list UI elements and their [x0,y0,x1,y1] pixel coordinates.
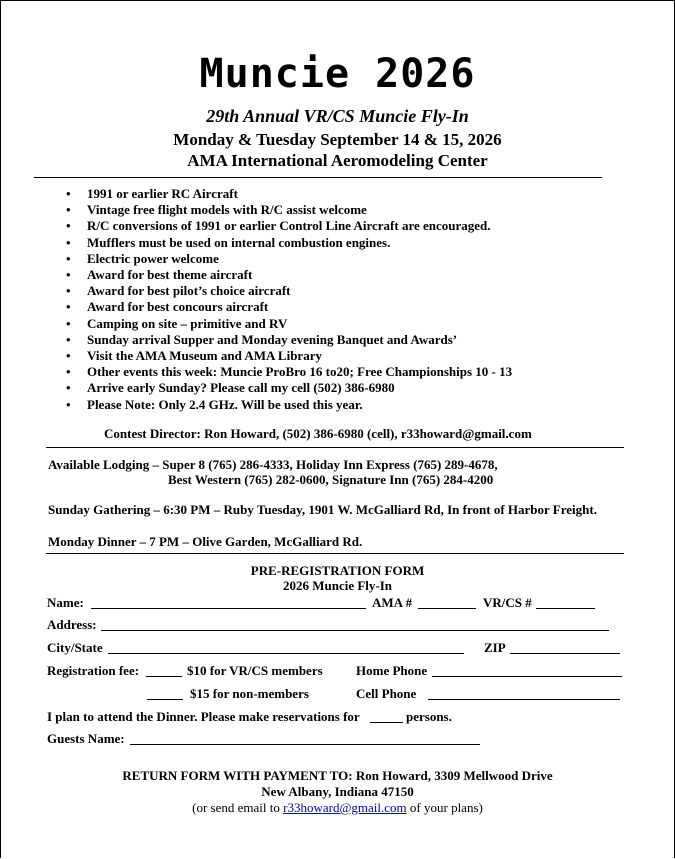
event-dates: Monday & Tuesday September 14 & 15, 2026 [173,130,502,149]
email-link[interactable]: r33howard@gmail.com [283,800,407,815]
list-item: • Other events this week: Muncie ProBro 16 to20; Free Championships 10 - 13 [50,364,650,380]
fee-members-text: $10 for VR/CS members [187,663,323,678]
lodging-line-1: Available Lodging – Super 8 (765) 286-4333, Holiday Inn Express (765) 289-4678, [48,457,498,472]
list-item: • Award for best pilot’s choice aircraft [50,283,650,299]
list-item: • Vintage free flight models with R/C assist welcome [50,202,650,218]
email-suffix: of your plans) [406,800,483,815]
ama-field[interactable] [418,608,476,609]
address-label: Address: [47,617,97,632]
lodging-line-2: Best Western (765) 282-0600, Signature Inn (765) 284-4200 [168,472,494,487]
feature-list [50,186,650,413]
list-item: • Visit the AMA Museum and AMA Library [50,348,650,364]
email-prefix: (or send email to [192,800,284,815]
city-state-field[interactable] [108,653,464,654]
monday-dinner: Monday Dinner – 7 PM – Olive Garden, McGalliard Rd. [48,534,363,549]
dinner-text: I plan to attend the Dinner. Please make reservations for [47,709,360,724]
list-item: • Award for best concours aircraft [50,299,650,315]
list-item: • Arrive early Sunday? Please call my cell (502) 386-6980 [50,380,650,396]
return-form-line: RETURN FORM WITH PAYMENT TO: Ron Howard, 3309 Mellwood Drive [122,768,553,783]
dinner-count-field[interactable] [370,722,403,723]
contest-director: Contest Director: Ron Howard, (502) 386-6980 (cell), r33howard@gmail.com [104,426,532,441]
registration-fee-label: Registration fee: [47,663,140,678]
fee-members-checkbox[interactable] [146,676,182,677]
home-phone-label: Home Phone [356,663,428,678]
divider [46,447,624,448]
fee-nonmembers-text: $15 for non-members [190,686,309,701]
email-note [0,800,675,816]
list-item: • Mufflers must be used on internal combustion engines. [50,235,650,251]
city-state-label: City/State [47,640,103,655]
zip-field[interactable] [510,653,620,654]
dinner-persons-text: persons. [406,709,452,724]
form-subtitle: 2026 Muncie Fly-In [282,578,393,593]
list-item: • Sunday arrival Supper and Monday evening Banquet and Awards’ [50,332,650,348]
return-city-line: New Albany, Indiana 47150 [261,784,414,799]
divider [46,553,624,554]
fee-nonmembers-checkbox[interactable] [147,699,183,700]
guests-field[interactable] [130,744,480,745]
event-subtitle: 29th Annual VR/CS Muncie Fly-In [206,106,469,126]
name-label: Name: [47,595,84,610]
divider [34,177,602,178]
list-item: • Camping on site – primitive and RV [50,316,650,332]
vrcs-field[interactable] [536,608,595,609]
sunday-gathering: Sunday Gathering – 6:30 PM – Ruby Tuesday, 1901 W. McGalliard Rd, In front of Harbor Freight. [48,502,597,517]
address-field[interactable] [101,630,609,631]
zip-label: ZIP [484,640,506,655]
ama-label: AMA # [372,595,413,610]
name-field[interactable] [91,608,366,609]
list-item: • Electric power welcome [50,251,650,267]
cell-phone-label: Cell Phone [356,686,417,701]
cell-phone-field[interactable] [428,699,620,700]
page-title: Muncie 2026 [199,51,476,97]
list-item: • R/C conversions of 1991 or earlier Control Line Aircraft are encouraged. [50,218,650,234]
list-item: • Award for best theme aircraft [50,267,650,283]
home-phone-field[interactable] [432,676,622,677]
form-title: PRE-REGISTRATION FORM [250,563,425,578]
list-item: • 1991 or earlier RC Aircraft [50,186,650,202]
list-item: • Please Note: Only 2.4 GHz. Will be used this year. [50,397,650,413]
vrcs-label: VR/CS # [483,595,532,610]
guests-label: Guests Name: [47,731,125,746]
event-venue: AMA International Aeromodeling Center [187,151,488,170]
